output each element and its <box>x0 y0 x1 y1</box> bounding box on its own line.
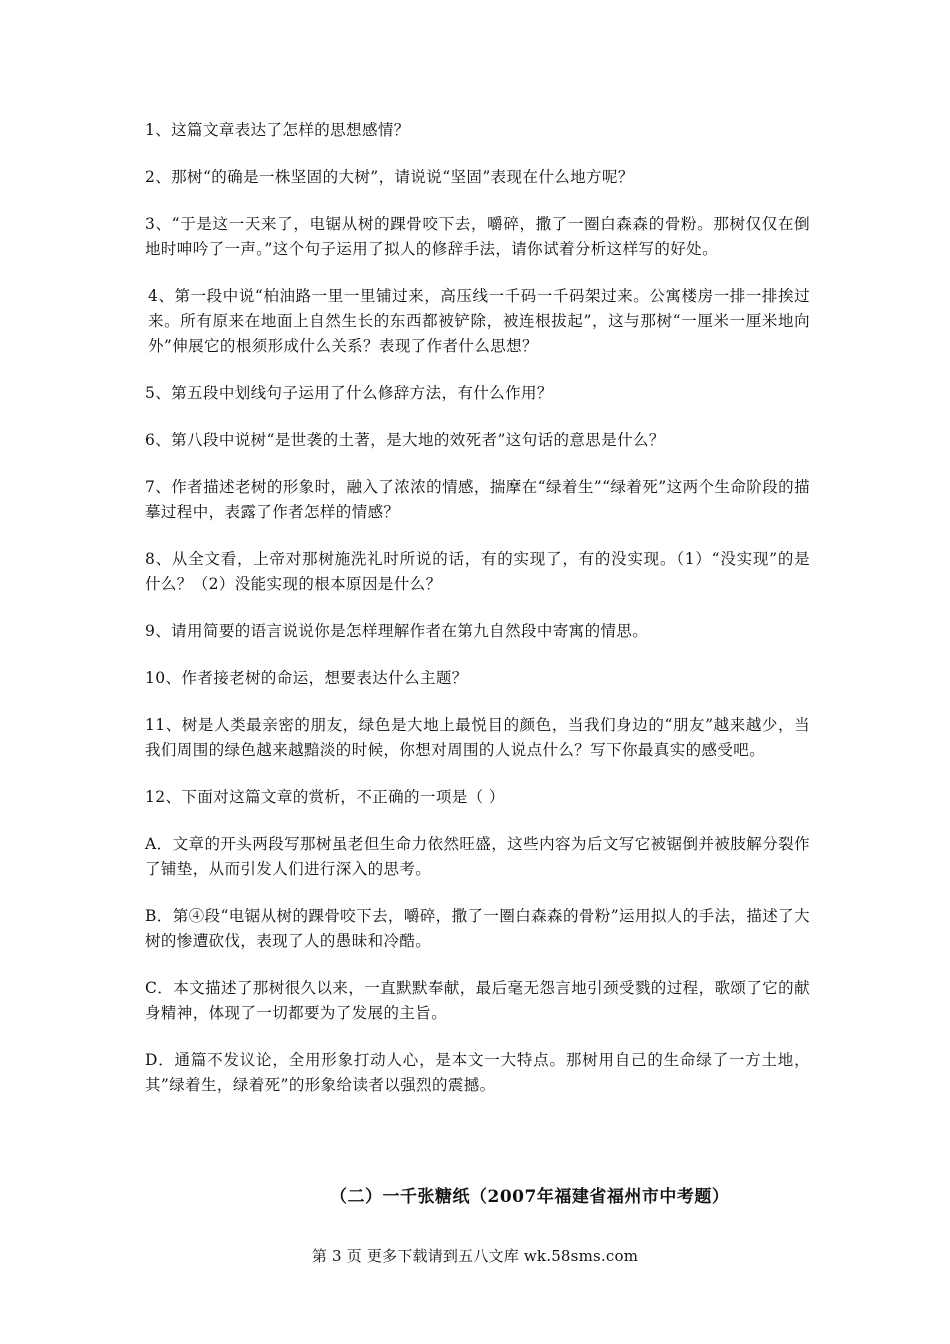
question-5: 5、第五段中划线句子运用了什么修辞方法，有什么作用？ <box>145 384 553 402</box>
question-list <box>145 118 810 1120</box>
question-11: 11、树是人类最亲密的朋友，绿色是大地上最悦目的颜色，当我们身边的“朋友”越来越少，当我们周围的绿色越来越黯淡的时候，你想对周围的人说点什么？写下你最真实的感受吧。 <box>145 716 810 759</box>
question-2: 2、那树“的确是一株坚固的大树”，请说说“坚固”表现在什么地方呢？ <box>145 168 634 186</box>
option-b: B．第④段“电锯从树的踝骨咬下去，嚼碎，撒了一圈白森森的骨粉”运用拟人的手法，描述了大树的惨遭砍伐，表现了人的愚昧和冷酷。 <box>145 907 810 950</box>
option-d: D．通篇不发议论，全用形象打动人心，是本文一大特点。那树用自己的生命绿了一方土地，其”绿着生，绿着死”的形象给读者以强烈的震撼。 <box>145 1051 810 1094</box>
question-4: 4、第一段中说“柏油路一里一里铺过来，高压线一千码一千码架过来。公寓楼房一排一排挨过来。所有原来在地面上自然生长的东西都被铲除，被连根拔起”，这与那树“一厘米一厘米地向外”伸展它的根须形成什么关系？表现了作者什么思想？ <box>148 287 810 355</box>
page-footer: 第 3 页 更多下载请到五八文库 wk.58sms.com <box>311 1247 639 1265</box>
question-7: 7、作者描述老树的形象时，融入了浓浓的情感，揣摩在“绿着生”“绿着死”这两个生命阶段的描摹过程中，表露了作者怎样的情感？ <box>145 478 810 521</box>
question-12: 12、下面对这篇文章的赏析，不正确的一项是（ ） <box>145 788 505 806</box>
question-9: 9、请用简要的语言说说你是怎样理解作者在第九自然段中寄寓的情思。 <box>145 622 649 640</box>
question-3: 3、“于是这一天来了，电锯从树的踝骨咬下去，嚼碎，撒了一圈白森森的骨粉。那树仅仅在倒地时呻吟了一声。”这个句子运用了拟人的修辞手法，请你试着分析这样写的好处。 <box>145 215 810 258</box>
question-8: 8、从全文看，上帝对那树施洗礼时所说的话，有的实现了，有的没实现。（1）“没实现”的是什么？（2）没能实现的根本原因是什么？ <box>145 550 810 593</box>
option-c: C．本文描述了那树很久以来，一直默默奉献，最后毫无怨言地引颈受戮的过程，歌颂了它的献身精神，体现了一切都要为了发展的主旨。 <box>145 979 810 1022</box>
section-title: （二）一千张糖纸（2007年福建省福州市中考题） <box>330 1187 730 1207</box>
question-10: 10、作者接老树的命运，想要表达什么主题？ <box>145 669 468 687</box>
question-1: 1、这篇文章表达了怎样的思想感情？ <box>145 121 410 139</box>
question-6: 6、第八段中说树“是世袭的土著，是大地的效死者”这句话的意思是什么？ <box>145 431 665 449</box>
option-a: A．文章的开头两段写那树虽老但生命力依然旺盛，这些内容为后文写它被锯倒并被肢解分裂作了铺垫，从而引发人们进行深入的思考。 <box>145 835 810 878</box>
